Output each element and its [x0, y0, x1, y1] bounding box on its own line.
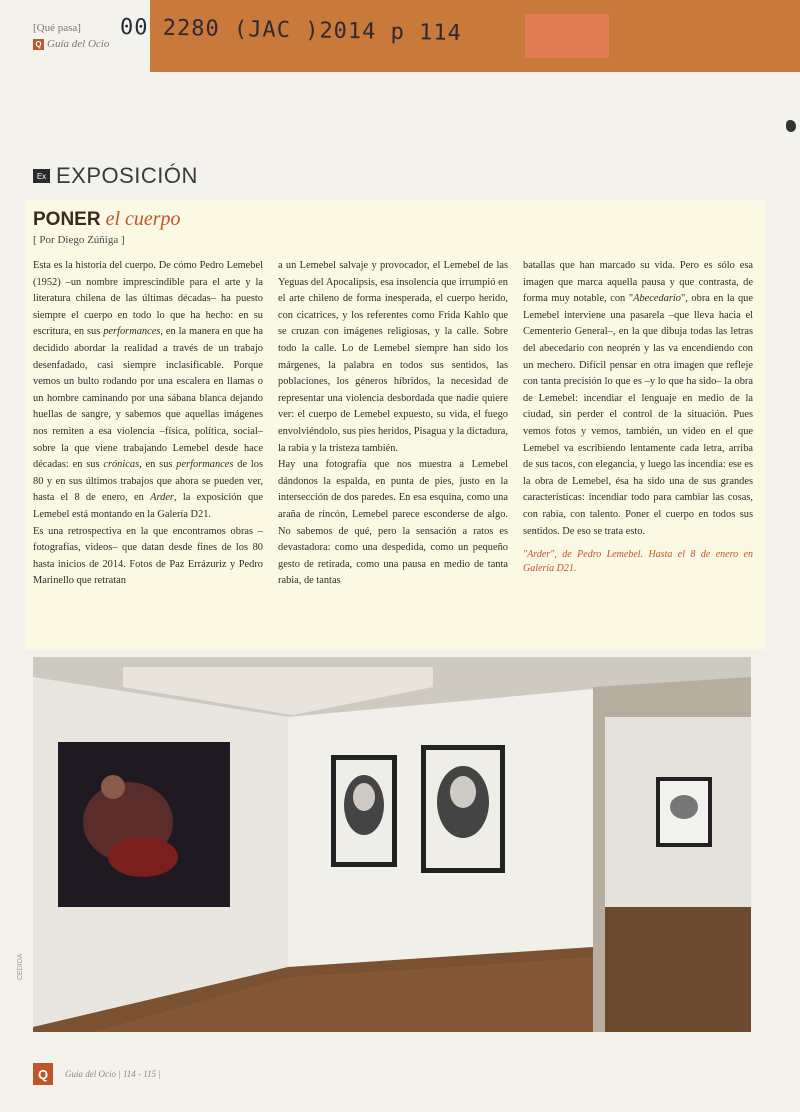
gallery-scene-illustration: [33, 657, 751, 1032]
article-column-1: [33, 258, 263, 590]
page-footer: [33, 1063, 161, 1085]
article-column-3: [523, 258, 753, 576]
footer-page-label: Guía del Ocio | 114 - 115 |: [65, 1069, 161, 1079]
guide-label: Guía del Ocio: [47, 38, 110, 50]
photo-caption: "Arder", de Pedro Lemebel. Hasta el 8 de enero en Galería D21.: [523, 549, 753, 575]
magazine-brand: [33, 20, 109, 52]
footer-q-logo: Q: [33, 1063, 53, 1085]
section-title: EXPOSICIÓN: [56, 163, 198, 188]
article-column-2: [278, 258, 508, 590]
paragraph: Es una retrospectiva en la que encontramos obras –fotografías, videos– que datan desde fines de los 80 hasta inicios de 2014. Fotos de Paz Errázuriz y Pedro Marinello que retratan: [33, 525, 263, 587]
headline-main: PONER: [33, 209, 101, 230]
paragraph: Hay una fotografía que nos muestra a Lemebel dándonos la espalda, en punta de pies, justo en la intersección de dos paredes. En esa esquina, como una araña de rincón, Lemebel parece esconderse de algo. No sabemos de qué, pero la sensación a ratos es devastadora: como una despedida, como un pequeño gesto de retirada, como una pausa en medio de tanta rabia, de tantas: [278, 459, 508, 587]
paragraph: Esta es la historia del cuerpo. De cómo Pedro Lemebel (1952) –un nombre imprescindible para el arte y la literatura chilena de las últimas décadas– ha puesto siempre el cuerpo en todo lo que ha hecho: en su escritura, en sus performances, en la manera en que ha decidido abordar la realidad a través de un trabajo desenfadado, casi siempre inclasificable. Porque vemos un bulto rodando por una escalera en llamas o un hombre caminando por una sábana blanca dejando huellas de sangre, y sabemos que aquellas imágenes nos remiten a esa violencia –física, política, social– sobre la que viene trabajando Lemebel desde hace décadas: en sus crónicas, en sus performances de los 80 y en sus últimos trabajos que ahora se pueden ver, hasta el 8 de enero, en Arder, la exposición que Lemebel está montando en la Galería D21.: [33, 260, 264, 520]
section-header: [33, 162, 198, 190]
article-headline: [33, 208, 181, 231]
section-tag: Ex: [33, 169, 50, 183]
paragraph: batallas que han marcado su vida. Pero es sólo esa imagen que marca aquella pausa y que contrasta, de forma muy notable, con "Abecedario", obra en la que Lemebel interviene una pasarela –que lleva hacia el Cementerio General–, en la que dibuja todas las letras del abecedario con neoprén y las va encendiendo con un mechero. Difícil pensar en otra imagen que refleje con tanta precisión lo que es –y lo que ha sido– la obra de Lemebel: incendiar el lenguaje en medio de la ciudad, sin perder el control de la situación. Pues vemos fotos y vemos, también, un video en el que Lemebel va escribiendo lentamente cada letra, arriba de sus tacos, con elegancia, y luego las incendia: ese es la obra de Lemebel, ésa ha sido una de sus grandes características: incendiar todo para cambiar las cosas, con rabia, con talento. Poner el cuerpo en todos sus sentidos. De eso se trata esto.: [523, 260, 753, 537]
paragraph: a un Lemebel salvaje y provocador, el Lemebel de las Yeguas del Apocalipsis, esa insolencia que irrumpió en el arte chileno de forma inesperada, el cuerpo herido, con cicatrices, y los referentes como Frida Kahlo que se cruzan con imágenes religiosas, y la calle. Sobre todo la calle. Lo de Lemebel siempre han sido los márgenes, la palabra en todos sus sentidos, las poblaciones, los géneros híbridos, la necesidad de representar una violencia desbordada que nadie quiere ver: el cuerpo de Lemebel expuesto, su vida, el fuego envolviéndolo, sus pies heridos, Pisagua y la dictadura, la rabia y la tristeza también.: [278, 260, 508, 454]
photo-credit: CEDIDA: [17, 953, 24, 980]
brand-name: [Qué pasa]: [33, 22, 81, 34]
redaction-sticker: [525, 14, 609, 58]
headline-accent: el cuerpo: [105, 208, 181, 230]
ink-blot: [786, 120, 796, 132]
handwritten-archive-note: 00 2280 (JAC )2014 p 114: [119, 15, 463, 46]
gallery-installation-photo: [33, 657, 751, 1032]
guide-row: [33, 36, 109, 52]
article-byline: [ Por Diego Zúñiga ]: [33, 234, 125, 246]
brand-q-icon: Q: [33, 39, 44, 50]
